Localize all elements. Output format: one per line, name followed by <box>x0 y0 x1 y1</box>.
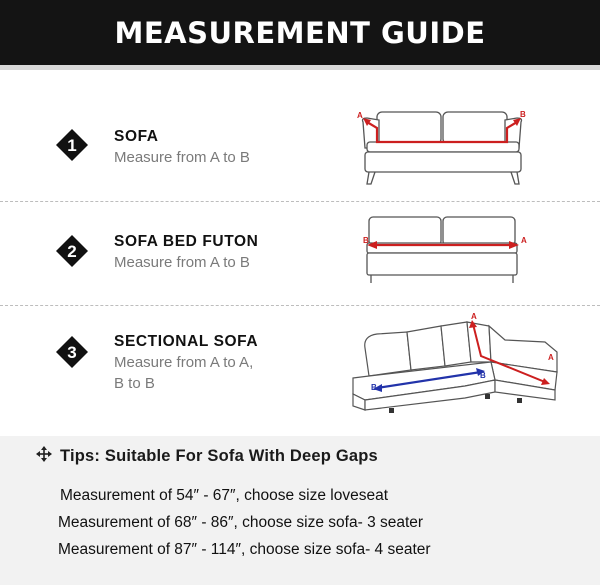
svg-text:3: 3 <box>67 343 77 362</box>
tip-line-loveseat: Measurement of 54″ - 67″, choose size loveseat <box>60 487 389 504</box>
tips-title: Tips: Suitable For Sofa With Deep Gaps <box>60 447 378 465</box>
svg-text:A: A <box>548 353 554 362</box>
tip-line-4-seater: Measurement of 87″ - 114″, choose size sofa- 4 seater <box>58 541 431 558</box>
tips-header <box>36 446 378 467</box>
item-subtitle-futon: Measure from A to B <box>114 254 250 271</box>
header-banner <box>0 0 600 70</box>
tip-line-3-seater: Measurement of 68″ - 86″, choose size sofa- 3 seater <box>58 514 424 531</box>
futon-diagram <box>355 213 535 288</box>
item-title-futon: SOFA BED FUTON <box>114 233 259 250</box>
svg-text:B: B <box>480 371 486 380</box>
move-arrows-icon <box>36 446 52 467</box>
svg-text:A: A <box>521 236 527 245</box>
sofa-diagram <box>355 108 535 188</box>
step-2-badge <box>56 235 88 267</box>
tips-panel <box>0 436 600 585</box>
section-divider <box>0 305 600 306</box>
svg-text:B: B <box>520 110 526 119</box>
item-title-sectional: SECTIONAL SOFA <box>114 333 259 350</box>
item-subtitle-sectional: Measure from A to A, B to B <box>114 354 254 392</box>
page-title: MEASUREMENT GUIDE <box>114 15 486 50</box>
item-subtitle-sofa: Measure from A to B <box>114 149 250 166</box>
step-1-badge <box>56 129 88 161</box>
section-divider <box>0 201 600 202</box>
step-3-badge <box>56 336 88 368</box>
svg-text:1: 1 <box>67 136 77 155</box>
sectional-diagram <box>345 310 570 415</box>
svg-text:B: B <box>371 383 377 392</box>
svg-text:A: A <box>357 111 363 120</box>
svg-text:2: 2 <box>67 242 77 261</box>
item-title-sofa: SOFA <box>114 128 159 145</box>
svg-text:A: A <box>471 312 477 321</box>
svg-text:B: B <box>363 236 369 245</box>
